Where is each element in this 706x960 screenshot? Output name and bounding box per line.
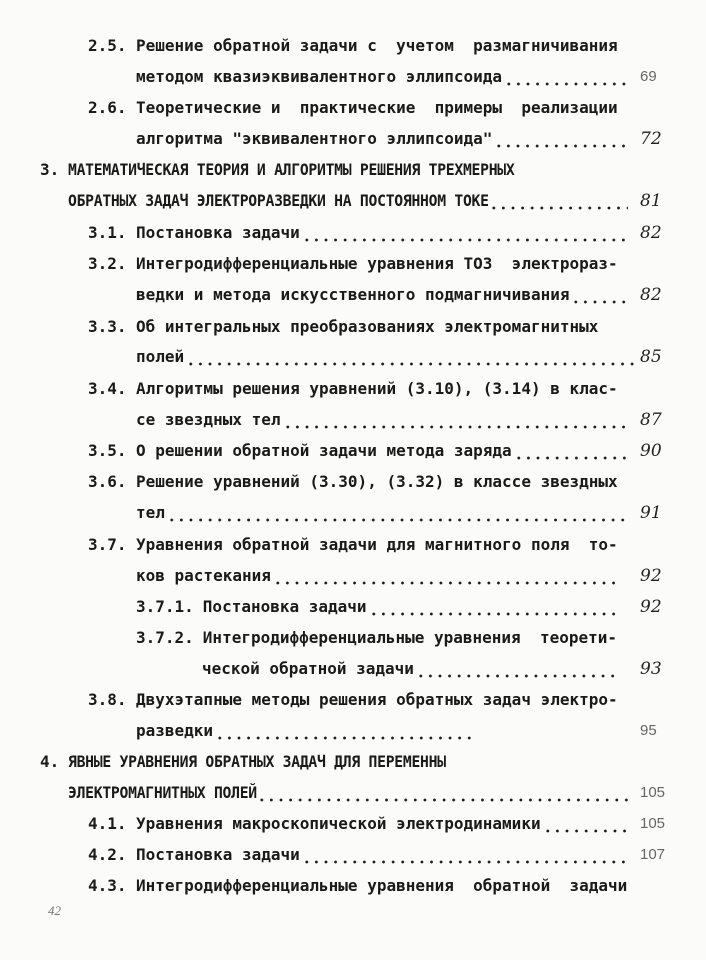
toc-entry-continuation — [136, 721, 472, 741]
entry-title: ков растекания — [136, 566, 271, 585]
toc-entry-2-5 — [88, 36, 628, 56]
dot-leader — [489, 191, 628, 211]
section-number: 3.1. — [88, 223, 127, 242]
dot-leader — [543, 814, 628, 834]
toc-entry-continuation — [202, 659, 620, 679]
entry-title: Алгоритмы решения уравнений (3.10), (3.14) в клас- — [136, 379, 618, 398]
toc-entry-3-7 — [88, 535, 628, 555]
toc-entry-3-3 — [88, 317, 628, 337]
page-number: 105 — [640, 784, 666, 801]
dot-leader — [215, 721, 472, 741]
dot-leader — [283, 410, 629, 430]
page-number: 95 — [640, 722, 657, 739]
toc-entry-3-7-1 — [136, 597, 620, 617]
entry-title: Уравнения макроскопической электродинамики — [136, 814, 541, 833]
page-number: 92 — [640, 566, 662, 586]
entry-title: тел — [136, 503, 165, 522]
page-number: 107 — [640, 846, 666, 863]
dot-leader — [504, 67, 628, 87]
dot-leader — [514, 441, 628, 461]
section-number: 3.7.1. — [136, 597, 194, 616]
toc-entry-continuation — [136, 566, 620, 586]
section-number: 4.3. — [88, 876, 127, 895]
dot-leader — [416, 659, 620, 679]
section-number: 3.7.2. — [136, 628, 194, 647]
section-number: 4.1. — [88, 814, 127, 833]
page-number: 87 — [640, 410, 662, 430]
section-number: 4.2. — [88, 845, 127, 864]
page-number: 82 — [640, 285, 662, 305]
toc-entry-4-3 — [88, 876, 648, 896]
dot-leader — [302, 845, 628, 865]
page-number: 81 — [640, 191, 662, 211]
toc-chapter-continuation — [68, 191, 628, 211]
page-number: 85 — [640, 347, 662, 367]
page-number: 91 — [640, 503, 662, 523]
section-number: 3.4. — [88, 379, 127, 398]
entry-title: Постановка задачи — [202, 597, 367, 616]
toc-entry-4-1 — [88, 814, 628, 834]
page-number: 90 — [640, 441, 662, 461]
page-number: 82 — [640, 223, 662, 243]
toc-entry-3-8 — [88, 690, 628, 710]
toc-entry-3-2 — [88, 254, 628, 274]
section-number: 3.5. — [88, 441, 127, 460]
toc-chapter-4 — [40, 752, 628, 772]
entry-title: методом квазиэквивалентного эллипсоида — [136, 67, 503, 86]
section-number: 2.6. — [88, 98, 127, 117]
dot-leader — [273, 566, 620, 586]
chapter-title: ЭЛЕКТРОМАГНИТНЫХ ПОЛЕЙ — [68, 783, 257, 802]
toc-entry-continuation — [136, 503, 628, 523]
toc-entry-3-7-2 — [136, 628, 628, 648]
toc-entry-4-2 — [88, 845, 628, 865]
dot-leader — [494, 129, 628, 149]
toc-entry-3-4 — [88, 379, 628, 399]
entry-title: Интегродифференциальные уравнения теорети- — [202, 628, 618, 647]
entry-title: Постановка задачи — [136, 845, 300, 864]
toc-entry-3-1 — [88, 223, 628, 243]
entry-title: Об интегральных преобразованиях электромагнитных — [136, 317, 599, 336]
chapter-number: 4. — [40, 752, 60, 771]
entry-title: Двухэтапные методы решения обратных задач электро- — [136, 690, 618, 709]
footer-page-number: 42 — [48, 903, 61, 918]
toc-chapter-continuation — [68, 783, 628, 803]
entry-title: ческой обратной задачи — [202, 659, 414, 678]
entry-title: Решение обратной задачи с учетом размагничивания — [136, 36, 618, 55]
section-number: 3.2. — [88, 254, 127, 273]
chapter-title: ОБРАТНЫХ ЗАДАЧ ЭЛЕКТРОРАЗВЕДКИ НА ПОСТОЯННОМ ТОКЕ — [68, 191, 489, 210]
toc-entry-continuation — [136, 67, 628, 87]
toc-entry-2-6 — [88, 98, 628, 118]
entry-title: Решение уравнений (3.30), (3.32) в классе звездных — [136, 472, 618, 491]
chapter-title: ЯВНЫЕ УРАВНЕНИЯ ОБРАТНЫХ ЗАДАЧ ДЛЯ ПЕРЕМЕННЫ — [68, 752, 446, 771]
toc-entry-continuation — [136, 285, 628, 305]
dot-leader — [571, 285, 628, 305]
toc-entry-continuation — [136, 129, 628, 149]
entry-title: Постановка задачи — [136, 223, 300, 242]
section-number: 3.7. — [88, 535, 127, 554]
section-number: 3.8. — [88, 690, 127, 709]
entry-title: се звездных тел — [136, 410, 281, 429]
entry-title: Интегродифференциальные уравнения ТОЗ электрораз- — [136, 254, 618, 273]
entry-title: разведки — [136, 721, 214, 740]
page-number: 69 — [640, 68, 657, 85]
section-number: 3.6. — [88, 472, 127, 491]
chapter-number: 3. — [40, 160, 60, 179]
toc-entry-3-5 — [88, 441, 628, 461]
dot-leader — [257, 783, 628, 803]
entry-title: Интегродифференциальные уравнения обратной задачи — [136, 876, 628, 895]
page-number: 72 — [640, 129, 662, 149]
toc-entry-3-6 — [88, 472, 628, 492]
toc-chapter-3 — [40, 160, 628, 180]
section-number: 3.3. — [88, 317, 127, 336]
toc-entry-continuation — [136, 410, 628, 430]
page-number: 105 — [640, 815, 666, 832]
entry-title: О решении обратной задачи метода заряда — [136, 441, 512, 460]
dot-leader — [369, 597, 620, 617]
entry-title: полей — [136, 347, 185, 366]
entry-title: ведки и метода искусственного подмагничивания — [136, 285, 570, 304]
dot-leader — [167, 503, 628, 523]
section-number: 2.5. — [88, 36, 127, 55]
page-number: 93 — [640, 659, 662, 679]
entry-title: Уравнения обратной задачи для магнитного поля то- — [136, 535, 618, 554]
entry-title: алгоритма "эквивалентного эллипсоида" — [136, 129, 493, 148]
chapter-title: МАТЕМАТИЧЕСКАЯ ТЕОРИЯ И АЛГОРИТМЫ РЕШЕНИЯ ТРЕХМЕРНЫХ — [68, 160, 515, 179]
dot-leader — [186, 347, 636, 367]
dot-leader — [302, 223, 628, 243]
page-number: 92 — [640, 597, 662, 617]
toc-entry-continuation — [136, 347, 636, 367]
entry-title: Теоретические и практические примеры реализации — [136, 98, 618, 117]
